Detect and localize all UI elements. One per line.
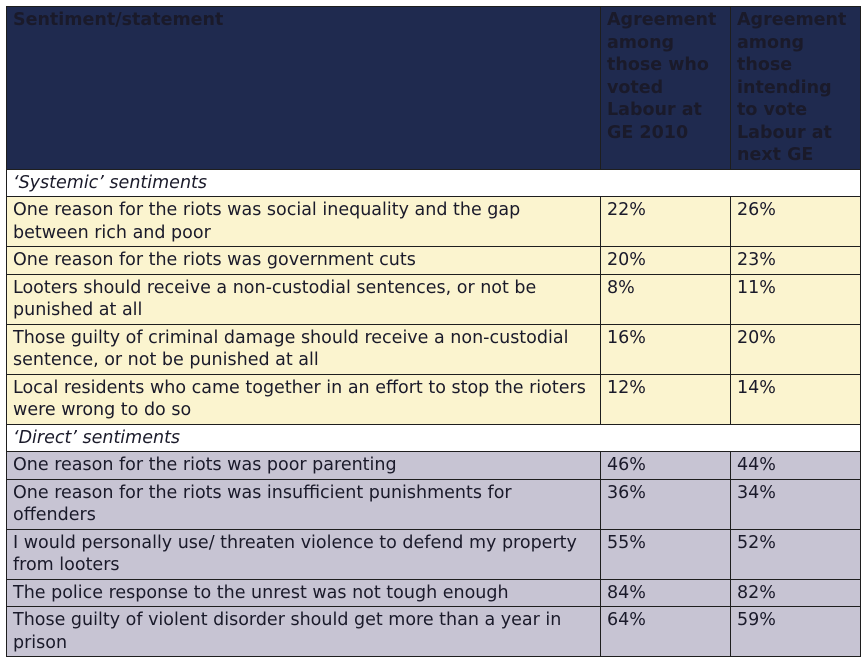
voted-value: 64%: [601, 607, 731, 657]
intending-value: 26%: [731, 197, 861, 247]
intending-value: 11%: [731, 274, 861, 324]
table-row: [7, 479, 861, 529]
header-voted-labour-2010: Agreement among those who voted Labour at GE 2010: [601, 7, 731, 170]
statement-cell: Those guilty of criminal damage should receive a non-custodial sentence, or not be punished at all: [7, 324, 601, 374]
intending-value: 34%: [731, 479, 861, 529]
section-title: ‘Direct’ sentiments: [7, 424, 861, 452]
statement-cell: Local residents who came together in an effort to stop the rioters were wrong to do so: [7, 374, 601, 424]
sentiment-table: [6, 6, 861, 657]
intending-value: 23%: [731, 247, 861, 275]
statement-cell: One reason for the riots was social inequality and the gap between rich and poor: [7, 197, 601, 247]
intending-value: 59%: [731, 607, 861, 657]
voted-value: 84%: [601, 579, 731, 607]
voted-value: 12%: [601, 374, 731, 424]
table-row: [7, 607, 861, 657]
table-row: [7, 247, 861, 275]
table-header: [7, 7, 861, 170]
voted-value: 46%: [601, 452, 731, 480]
statement-cell: Looters should receive a non-custodial sentences, or not be punished at all: [7, 274, 601, 324]
section-row-systemic: [7, 169, 861, 197]
voted-value: 36%: [601, 479, 731, 529]
table-row: [7, 197, 861, 247]
header-statement: Sentiment/statement: [7, 7, 601, 170]
intending-value: 52%: [731, 529, 861, 579]
table-body: [7, 169, 861, 657]
table-row: [7, 529, 861, 579]
statement-cell: One reason for the riots was insufficient punishments for offenders: [7, 479, 601, 529]
statement-cell: The police response to the unrest was not tough enough: [7, 579, 601, 607]
voted-value: 55%: [601, 529, 731, 579]
table-row: [7, 374, 861, 424]
statement-cell: One reason for the riots was poor parenting: [7, 452, 601, 480]
voted-value: 16%: [601, 324, 731, 374]
intending-value: 82%: [731, 579, 861, 607]
table-row: [7, 324, 861, 374]
header-row: [7, 7, 861, 170]
statement-cell: One reason for the riots was government cuts: [7, 247, 601, 275]
header-intending-labour-next: Agreement among those intending to vote Labour at next GE: [731, 7, 861, 170]
voted-value: 22%: [601, 197, 731, 247]
section-row-direct: [7, 424, 861, 452]
statement-cell: I would personally use/ threaten violence to defend my property from looters: [7, 529, 601, 579]
table-row: [7, 579, 861, 607]
intending-value: 44%: [731, 452, 861, 480]
voted-value: 8%: [601, 274, 731, 324]
statement-cell: Those guilty of violent disorder should get more than a year in prison: [7, 607, 601, 657]
intending-value: 20%: [731, 324, 861, 374]
voted-value: 20%: [601, 247, 731, 275]
section-title: ‘Systemic’ sentiments: [7, 169, 861, 197]
intending-value: 14%: [731, 374, 861, 424]
table-row: [7, 452, 861, 480]
table-row: [7, 274, 861, 324]
